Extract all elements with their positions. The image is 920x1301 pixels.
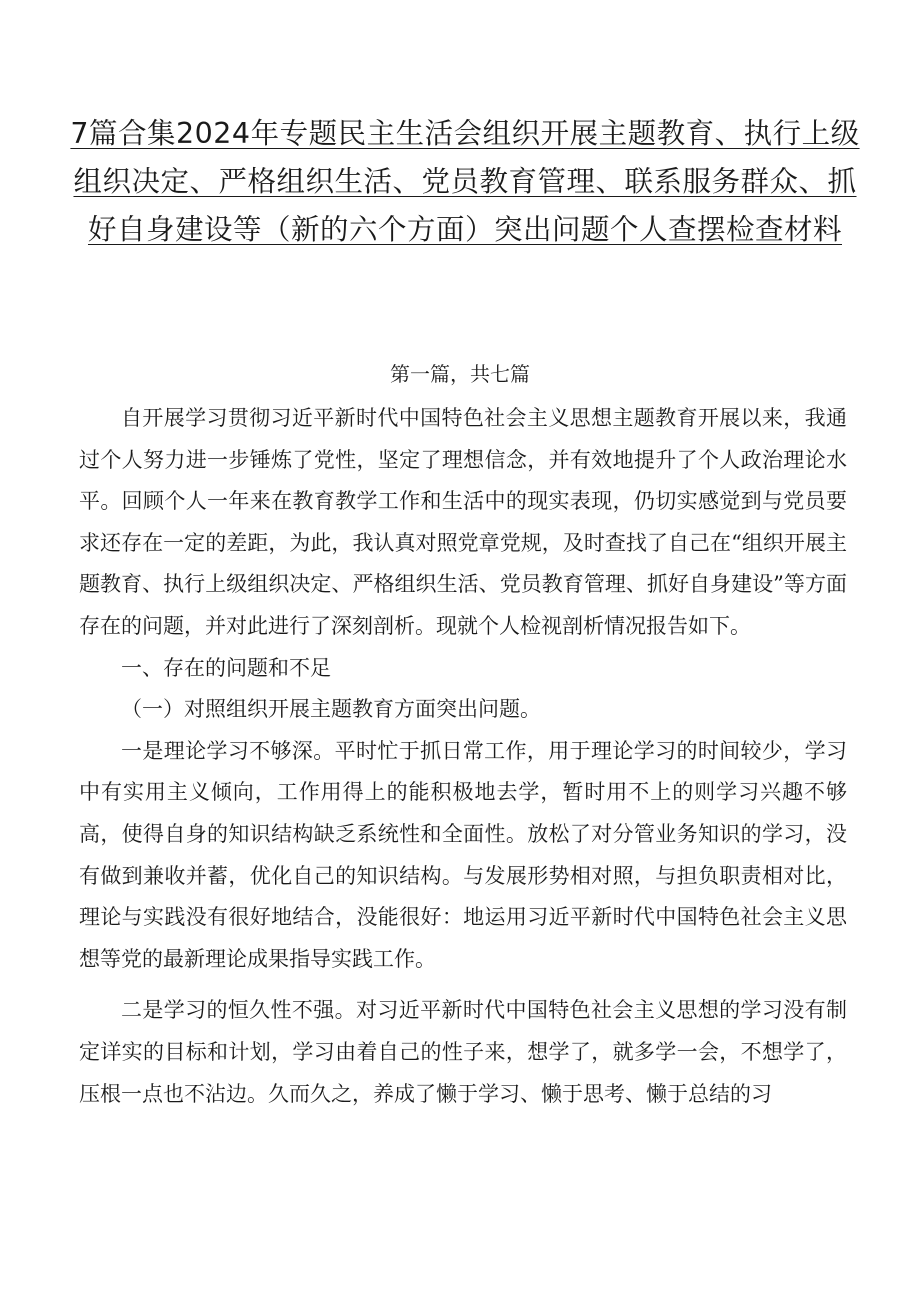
document-title: 7篇合集2024年专题民主生活会组织开展主题教育、执行上级组织决定、严格组织生活、党员教育管理、联系服务群众、抓好自身建设等（新的六个方面）突出问题个人查摆检查材料 <box>70 117 860 246</box>
document-body <box>79 398 847 1115</box>
paragraph-point-one: 一是理论学习不够深。平时忙于抓日常工作，用于理论学习的时间较少，学习中有实用主义倾向，工作用得上的能积极地去学，暂时用不上的则学习兴趣不够高，使得自身的知识结构缺乏系统性和全面性。放松了对分管业务知识的学习，没有做到兼收并蓄，优化自己的知识结构。与发展形势相对照，与担负职责相对比，理论与实践没有很好地结合，没能很好：地运用习近平新时代中国特色社会主义思想等党的最新理论成果指导实践工作。 <box>79 738 847 971</box>
paragraph-intro: 自开展学习贯彻习近平新时代中国特色社会主义思想主题教育开展以来，我通过个人努力进一步锤炼了党性，坚定了理想信念，并有效地提升了个人政治理论水平。回顾个人一年来在教育教学工作和生活中的现实表现，仍切实感觉到与党员要求还存在一定的差距，为此，我认真对照党章党规，及时查找了自己在“组织开展主题教育、执行上级组织决定、严格组织生活、党员教育管理、抓好自身建设”等方面存在的问题，并对此进行了深刻剖析。现就个人检视剖析情况报告如下。 <box>79 406 847 638</box>
section-heading: 第一篇，共七篇 <box>390 362 530 386</box>
subheading-theme-education: （一）对照组织开展主题教育方面突出问题。 <box>121 697 541 722</box>
paragraph-point-two: 二是学习的恒久性不强。对习近平新时代中国特色社会主义思想的学习没有制定详实的目标和计划，学习由着自己的性子来，想学了，就多学一会，不想学了，压根一点也不沾边。久而久之，养成了懒于学习、懒于思考、懒于总结的习 <box>79 998 847 1106</box>
heading-problems: 一、存在的问题和不足 <box>121 655 331 680</box>
